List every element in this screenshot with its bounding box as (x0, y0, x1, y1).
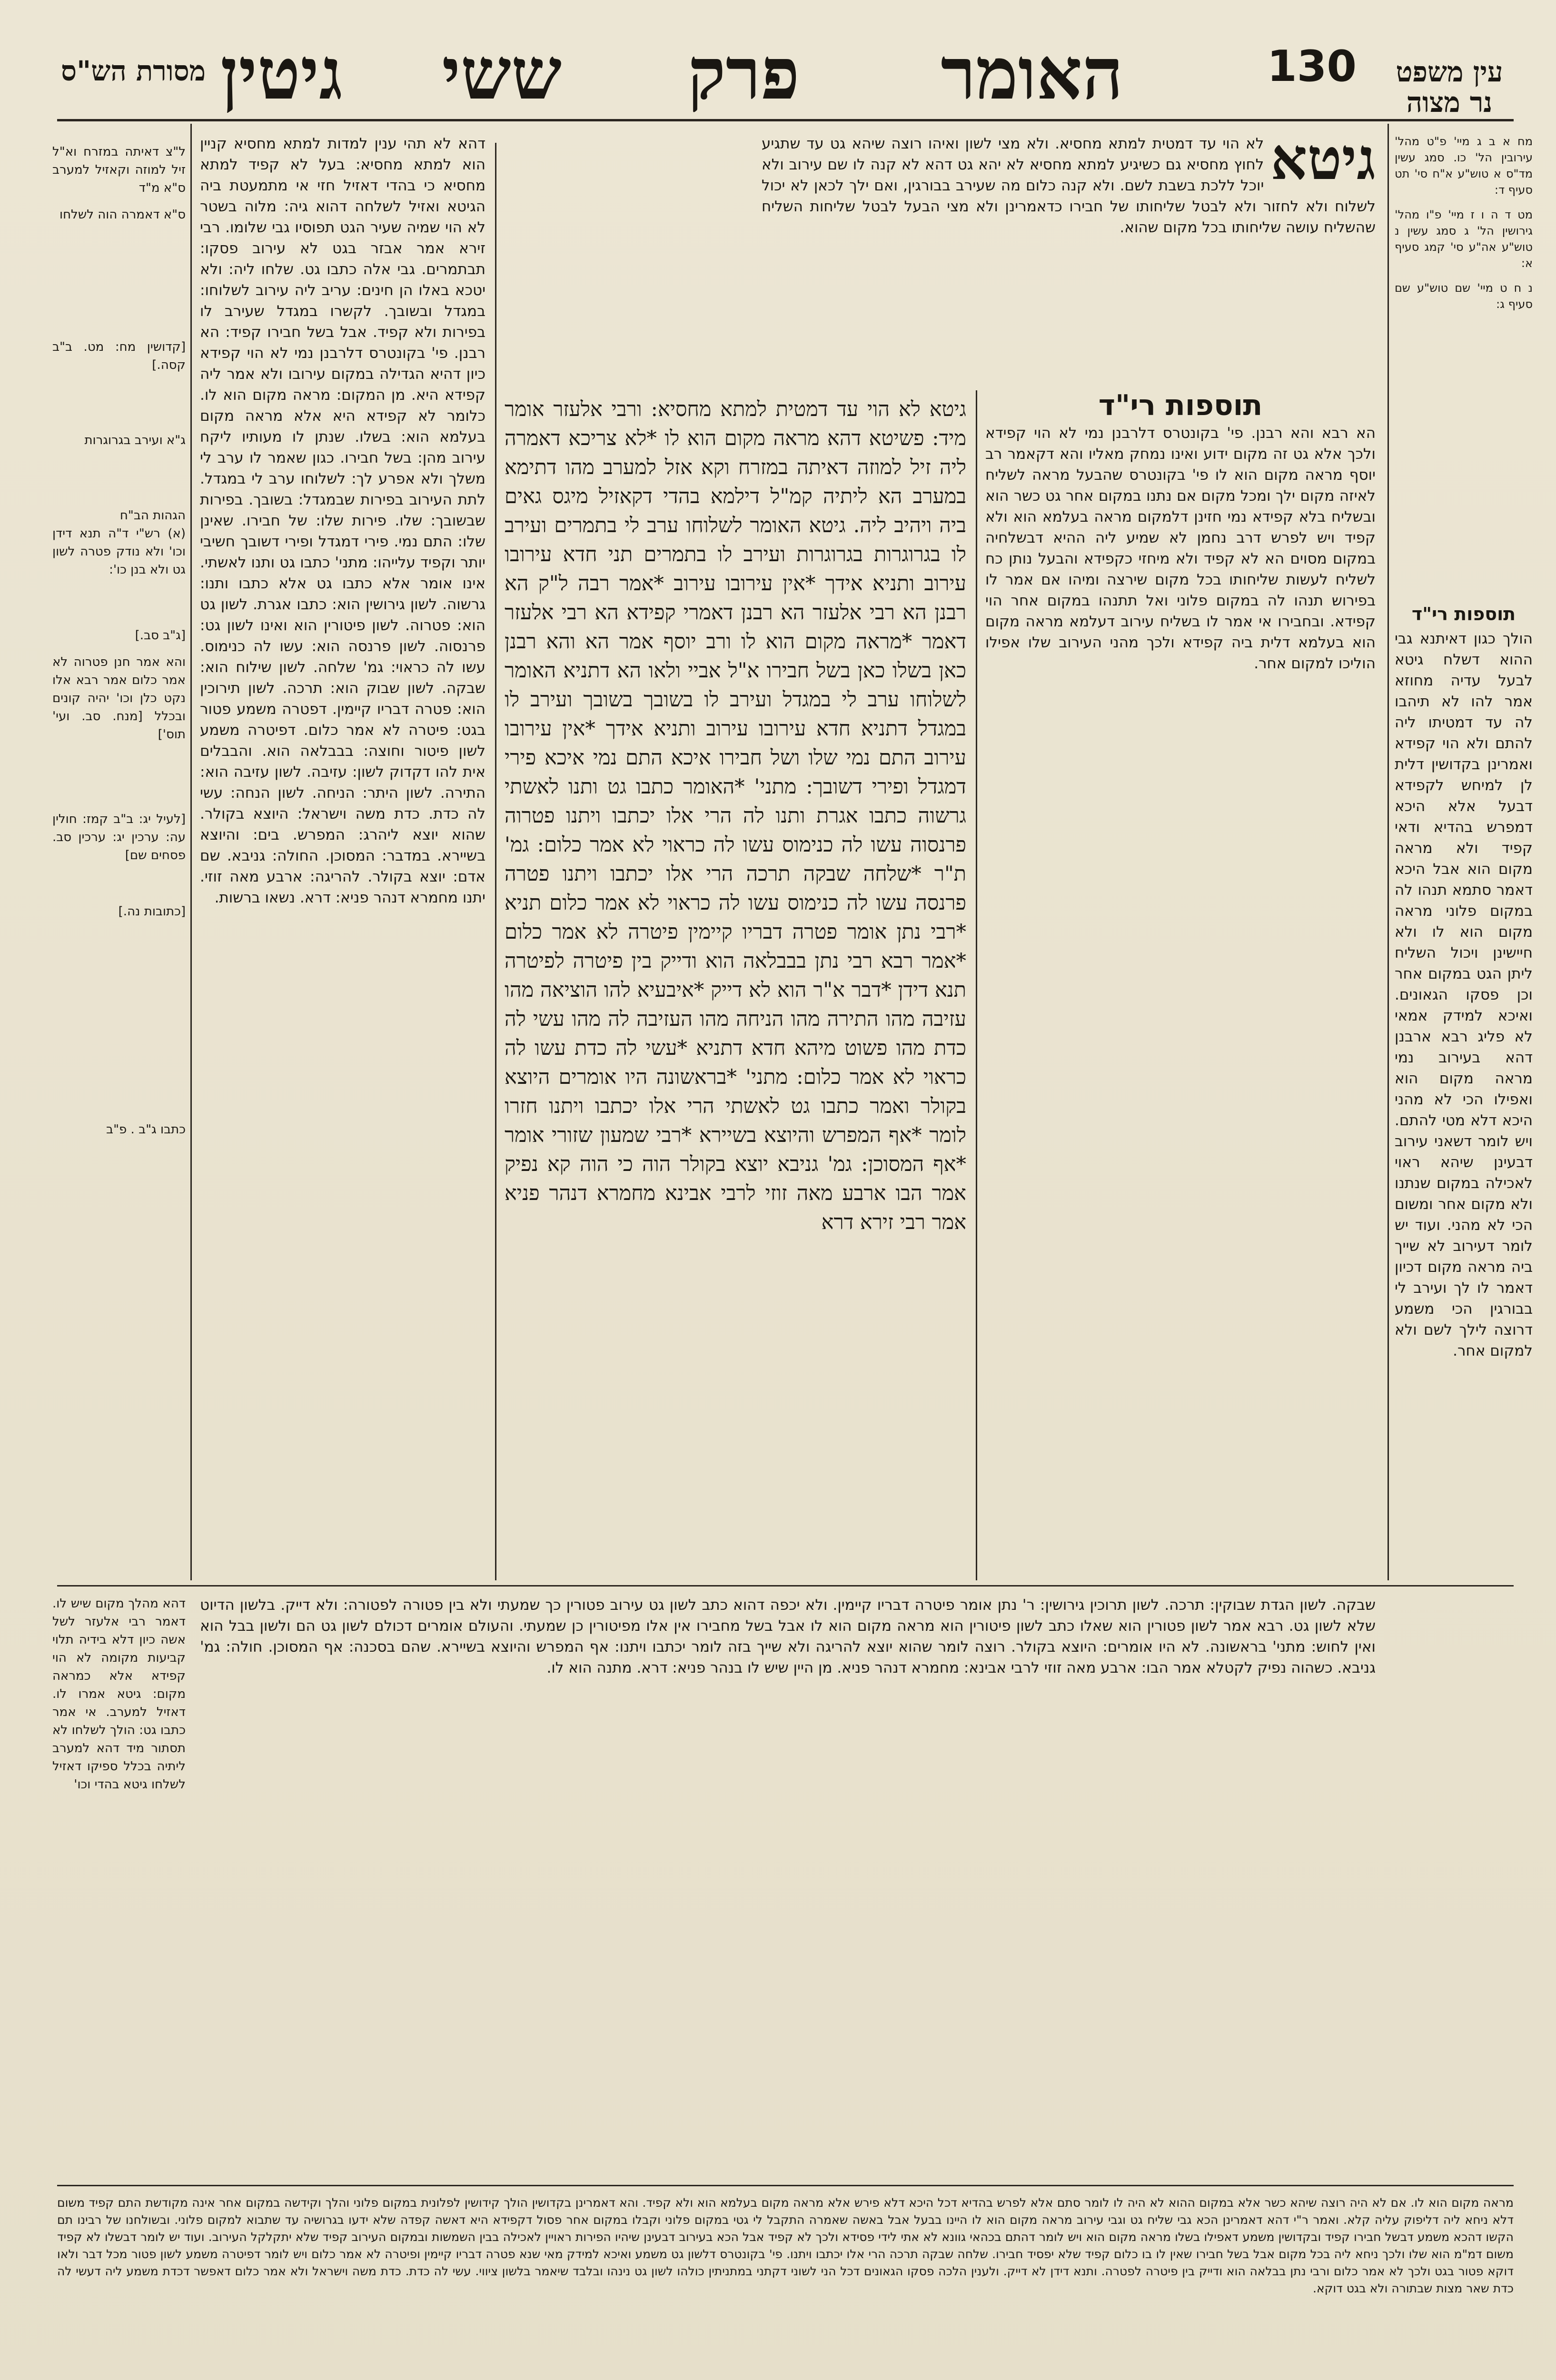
running-title-word-1: האומר (941, 32, 1123, 116)
column-divider (495, 143, 496, 1580)
masoret-entry: דהא מהלך מקום שיש לו. דאמר רבי אלעזר לשל אשה כיון דלא בידיה תלוי קביעות מקומה לא הוי קפידא אלא כמראה מקום: גיטא אמרו לו. דאזיל למערב. אי אמר כתבו גט: הולך לשלחו לא תסתור מיד דהא למערב ליתיה בכלל ספיקו דאזיל לשלחו גיטא בהדי וכו' (52, 1597, 186, 1792)
tosafot-rid-column (1395, 600, 1533, 1576)
notes-rule (57, 2185, 1514, 2186)
masoret-entry: ל"צ דאיתה במזרח וא"ל זיל למוזה וקאזיל למערב ס"א מ"ד (52, 145, 186, 195)
rashi-top-block (762, 133, 1376, 381)
rashi-lead-word: גיטא (1270, 133, 1376, 193)
tosafot-rid-title: תוספות רי"ד (1411, 604, 1516, 625)
bottom-notes-text: מראה מקום הוא לו. אם לא היה רוצה שיהא כשר אלא במקום ההוא לא היה לו לומר סתם אלא לפרש בהדיא דכל היכא דלא פירש אלא מראה מקום בעלמא הוא ולא קפיד. והא דאמרינן בקדושין הולך קידושין לפלונית במקום פלוני והלך וקידשה במקום אחר אינה מקודשת התם קפיד משום דלא ניחא ליה דליפוק עליה קלא. ואמר ר"י דהא דאמרינן הכא גבי שליח גט וגבי עירוב מראה מקום הוא לו היינו בבעל אבל באשה שאמרה התקבל לי גטי במקום פלוני וקבלו במקום אחר פסול דקפידא היא דאשה קפדה שלא ידעו בגרושיה עד שתבוא למקום פלוני. ובשולחנו של רבינו תם הקשו דהכא משמע דבשל חבירו קפיד ובקדושין משמע דאפילו בשלו מראה מקום הוא ויש לומר דהתם בכהאי גוונא לא אתי לידי פסידא ולכך לא קפיד אבל הכא בעירוב דבעינן שיהיו הפירות ראויין לאכילה בבין השמשות ובמקום העירוב קפיד שלא יתקלקל העירוב. ועוד יש לומר דבשלו לא קפיד משום דמ"מ הוא שלו ולכך ניחא ליה בכל מקום אבל בשל חבירו שאין לו בו כלום קפיד שלא יפסיד חבירו. שלחה שבקה תרכה הרי אלו יכתבו ויתנו. פי' בקונטרס דלשון גט משמע ואיכא למידק מאי שנא פטרה דבריו קיימין ופיטרה לא אמר כלום ויש לומר דפיטרה משמע לשון פטור מכל דבר ולאו דוקא פטור בגט ולכך לא אמר כלום ורבי נתן בבלאה הוא ודייק בין פיטרה לפטרה. ותנא דידן לא דייק. ולענין הלכה פסקו הגאונים דכל הני לשוני דקתני במתניתין כולהו לשון גט נינהו ובלבד שיאמר בלשון ציווי. עשי לה כדת. כדת משה וישראל ולא אמר כלום דאפשר דכדת משמע ליה דעשי לה כדת שאר מצות שבתורה ולא בגט דוקא. (57, 2196, 1514, 2295)
masoret-entry: [כתובות נה.] (118, 904, 186, 919)
masoret-entry: [לעיל יג: ב"ב קמז: חולין עה: ערכין יג: ערכין סב. פסחים שם] (52, 812, 186, 863)
rashi-lower-block (200, 1595, 1376, 2175)
page-number: 130 (1267, 41, 1357, 91)
ein-mishpat-label: עין משפט נר מצוה (1396, 56, 1503, 119)
rashi-column (200, 133, 486, 1576)
ein-mishpat-entry: נ ח ט מיי' שם טוש"ע שם סעיף ג: (1395, 281, 1533, 311)
column-divider (976, 390, 977, 1580)
running-title-word-3: ששי (442, 32, 562, 116)
rashi-text: דהא לא תהי ענין למדות למתא מחסיא קניין הוא למתא מחסיא: בעל לא קפיד למתא מחסיא כי בהדי דאזיל חזי אי מתמעטת ביה הגיטא ואזיל לשלחה דהוא גיה: מלוה בשטר לא הוי שמיה שעיר הגט תפוסיו גבי שלומו. רבי זירא אמר אבזר בגט לא עירוב פסקו: תבתמרים. גבי אלה כתבו גט. שלחו ליה: ולא יטכא באלו הן חינים: עריב ליה עירוב לשלוחו: במגדל ובשובך. לקשרו במגדל שעירב לו בפירות ולא קפיד. אבל בשל חבירו קפיד: הא רבנן. פי' בקונטרס דלרבנן נמי לא הוי קפידא כיון דהיא הגדילה במקום עירובו ולא אמר ליה קפידא היא. מן המקום: מראה מקום הוא לו. כלומר לא קפידא היא אלא מראה מקום בעלמא הוא: בשלו. שנתן לו מעותיו ליקח עירוב מהן: בשל חבירו. כגון שאמר לו ערב לי משלך ולא אפרע לך: לשלוחו ערב לי במגדל. לתת העירוב בפירות שבמגדל: בשובך. בפירות שבשובך: שלו. פירות שלו: של חבירו. שאינן שלו: התם נמי. פירי דמגדל ופירי דשובך חשיבי יותר וקפיד עלייהו: מתני' כתבו גט ותנו לאשתי. אינו אומר אלא כתבו גט אלא כתבו ותנו: גרשוה. לשון גירושין הוא: כתבו אגרת. לשון גט הוא: פטרוה. לשון פיטורין הוא ואינו לשון גט: פרנסוה. לשון פרנסה הוא: עשו לה כנימוס. עשו לה כראוי: גמ' שלחה. לשון שילוח הוא: שבקה. לשון שבוק הוא: תרכה. לשון תירוכין הוא: פטרה דבריו קיימין. דפטרה משמע פטור בגט: פיטרה לא אמר כלום. דפיטרה משמע לשון פיטור וחוצה: בבבלאה הוא. והבבלים אית להו דקדוק לשון: עזיבה. לשון עזיבה הוא: התירה. לשון היתר: הניחה. לשון הנחה: עשי לה כדת. כדת משה וישראל: היוצא בקולר. שהוא יוצא ליהרג: המפרש. בים: והיוצא בשיירא. במדבר: המסוכן. החולה: גניבא. שם אדם: יוצא בקולר. להריגה: ארבע מאה זוזי. יתנו מחמרא דנהר פניא: דרא. נשאו ברשות. (200, 135, 486, 906)
page-header (57, 32, 1514, 119)
header-rule (57, 119, 1514, 121)
tosafot-rid-text: הולך כגון דאיתנא גבי ההוא דשלח גיטא לבעל עדיה מחוזא אמר להו לא תיהבו לה עד דמטיתו ליה להתם ולא הוי קפידא ואמרינן בקדושין דלית לן למיחש לקפידא דבעל אלא היכא דמפרש בהדיא ודאי קפיד ולא מראה מקום הוא אבל היכא דאמר סתמא תנהו לה במקום פלוני מראה מקום הוא לו ולא חיישינן ויכול השליח ליתן הגט במקום אחר וכן פסקו הגאונים. ואיכא למידק אמאי לא פליג רבא ארבנן דהא בעירוב נמי מראה מקום הוא ואפילו הכי לא מהני היכא דלא מטי להתם. ויש לומר דשאני עירוב דבעינן שיהא ראוי לאכילה במקום שנתנו ולא מקום אחר ומשום הכי לא מהני. ועוד יש לומר דעירוב לא שייך ביה מראה מקום דכיון דאמר לו לך ועירב לי בבורגין הכי משמע דרוצה לילך לשם ולא למקום אחר. (1395, 630, 1533, 1359)
ein-mishpat-entry: מט ד ה ו ז מיי' פ"ו מהל' גירושין הל' ג סמג עשין נ טוש"ע אה"ע סי' קמג סעיף א: (1395, 208, 1533, 270)
ein-mishpat-column (1395, 133, 1533, 657)
masoret-entry: כתבו ג"ב . פ"ב (106, 1122, 186, 1137)
rashi-lower-text: שבקה. לשון הגדת שבוקין: תרכה. לשון תרוכין גירושין: ר' נתן אומר פיטרה דבריו קיימין. ולא יכפה דהוא כתב לשון גט עירוב פטורין כך שמעתי ולא בין פטורה לפטורה: ולא דייק. בלשון הדיוט שלא לשון גט. רבא אמר לשון פטורין הוא שאלו כתב לשון פיטורין הוא מראה מקום הוא לו אבל בשל מחבירו אין אלו מפיטורין כן שמעתי. והעולם אומרים דכולם לשון גט הם ולשון בבל הוא ואין לחוש: מתני' בראשונה. לא היו אומרים: היוצא בקולר. רוצה לומר שהוא יוצא להריגה ולא שייך בזה לומר יכתבו ויתנו: אף המפרש והיוצא בשיירא. שהם בסכנה: אף המסוכן. חולה: גמ' גניבא. כשהוה נפיק לקטלא אמר הבו: ארבע מאה זוזי לרבי אבינא: מחמרא דנהר פניא. מן היין שיש לו בנהר פניא: דרא. מתנה הוא לו. (200, 1597, 1376, 1676)
hagahot-habach: הגהות הב"ח (א) רש"י ד"ה תנא דידן וכו' ולא נודק פטרה לשון גט ולא בנן כו': (52, 508, 186, 577)
masoret-hashas-column (52, 143, 186, 1571)
ein-mishpat-entry: מח א ב ג מיי' פ"ט מהל' עירובין הל' כו. סמג עשין מד"ס א טוש"ע א"ח סי' תט סעיף ד: (1395, 135, 1533, 197)
masoret-entry: ס"א דאמרה הוה לשלחו (59, 208, 186, 222)
gemara-column (505, 395, 966, 1576)
masoret-entry: והא אמר חנן פטרוה לא אמר כלום אמר רבא אלו נקט כלן וכו' יהיה קונים ובכלל [מנח. סב. ועי' תוס'] (52, 655, 186, 742)
section-rule (57, 1585, 1514, 1587)
bottom-notes-block (57, 2194, 1514, 2380)
running-title-word-4: גיטין (220, 32, 343, 116)
masoret-lower-column (52, 1595, 186, 1880)
running-title-word-2: פרק (687, 32, 800, 116)
tosafot-text: הא רבא והא רבנן. פי' בקונטרס דלרבנן נמי לא הוי קפידא ולכך אלא גט זה מקום ידוע ואינו נמחק מאליו והא דקאמר רב יוסף מראה מקום הוא לו פי' בקונטרס שהבעל מראה לשליח לאיזה מקום ילך ומכל מקום אם נתנו במקום אחר גט כשר הוא ובשליח בלא קפידא נמי חזינן דלמקום מראה בעלמא הוא ולא קפיד ויש לפרש דרב נחמן לא שמיע ליה ההיא דבשלחיה במקום מסוים הא לא קפיד ולא מיחזי כקפידא והבעל נותן כח לשליח לעשות שליחותו בכל מקום שירצה ומיהו אם אמר לו בפירוש תנהו לה במקום פלוני ואל תתנהו במקום אחר הוי קפידא. ובחבירו אי אמר לו בשליח עירוב דעלמא מראה מקום הוא בעלמא דלית ביה קפידא ולכך מהני העירוב שלו אפילו הוליכו למקום אחר. (985, 425, 1376, 672)
masoret-hashas-label: מסורת הש"ס (61, 55, 206, 87)
masoret-entry: [קדושין מח: מט. ב"ב קסה.] (52, 340, 186, 372)
rashi-top-text: לא הוי עד דמטית למתא מחסיא. ולא מצי לשון ואיהו רוצה שיהא גט עד שתגיע לחוץ מחסיא גם כשיגיע למתא מחסיא לא יהא גט דהא לא קנה לו שם עירוב ולא יוכל ללכת בשבת לשם. ולא קנה כלום מה שעירב בבורגין, ואם ילך לכאן לא יכול לשלוח ולא לחזור ולא לבטל שליחותו של חבירו כדאמרינן ולא מצי הבעל לבטל שליחות השליח שהשליח עושה שליחותו בכל מקום שהוא. (762, 135, 1376, 236)
tosafot-column (985, 390, 1376, 1576)
masoret-entry: ג"א ועירב בגרוגרות (84, 433, 186, 447)
column-divider (190, 124, 192, 1580)
masoret-entry: [ג"ב סב.] (135, 628, 186, 643)
gemara-text: גיטא לא הוי עד דמטית למתא מחסיא: ורבי אלעזר אומר מיד: פשיטא דהא מראה מקום הוא לו *לא צריכא דאמרה ליה זיל למוזה דאיתה במזרח וקא אזל למערב מהו דתימא במערב הא ליתיה קמ"ל דילמא בהדי דקאזיל מיגס גאים ביה ויהיב ליה. גיטא האומר לשלוחו ערב לי בתמרים ועירב לו בגרוגרות בגרוגרות ועירב לו בתמרים תני חדא עירובו עירוב ותניא אידך *אין עירובו עירוב *אמר רבה ל"ק הא רבנן הא רבי אלעזר הא רבנן דאמרי קפידא הא רבי אלעזר דאמר *מראה מקום הוא לו ורב יוסף אמר הא והא רבנן כאן בשלו כאן בשל חבירו א"ל אביי ולאו הא דתניא האומר לשלוחו ערב לי במגדל ועירב לו בשובך בשובך ועירב לו במגדל דתניא חדא עירובו עירוב ותניא אידך *אין עירובו עירוב התם נמי שלו ושל חבירו איכא התם נמי איכא פירי דמגדל ופירי דשובך: מתני' *האומר כתבו גט ותנו לאשתי גרשוה כתבו אגרת ותנו לה הרי אלו יכתבו ויתנו פטרוה פרנסוה עשו לה כנימוס עשו לה כראוי לא אמר כלום: גמ' ת"ר *שלחה שבקה תרכה הרי אלו יכתבו ויתנו פטרה פרנסה עשו לה כנימוס עשו לה כראוי לא אמר כלום תניא *רבי נתן אומר פטרה דבריו קיימין פיטרה לא אמר כלום *אמר רבא רבי נתן בבבלאה הוא ודייק בין פיטרה לפיטרה תנא דידן *דבר א"ר הוא לא דייק *איבעיא להו הוציאה מהו עזיבה מהו התירה מהו הניחה מהו העזיבה לה מהו עשי לה כדת מהו פשוט מיהא חדא דתניא *עשי לה כדת עשו לה כראוי לא אמר כלום: מתני' *בראשונה היו אומרים היוצא בקולר ואמר כתבו גט לאשתי הרי אלו יכתבו ויתנו חזרו לומר *אף המפרש והיוצא בשיירא *רבי שמעון שזורי אומר *אף המסוכן: גמ' גניבא יוצא בקולר הוה כי הוה קא נפיק אמר הבו ארבע מאה זוזי לרבי אבינא מחמרא דנהר פניא אמר רבי זירא דרא (505, 397, 966, 1234)
tosafot-title: תוספות רי"ד (1098, 390, 1263, 422)
column-divider (1388, 124, 1389, 1580)
